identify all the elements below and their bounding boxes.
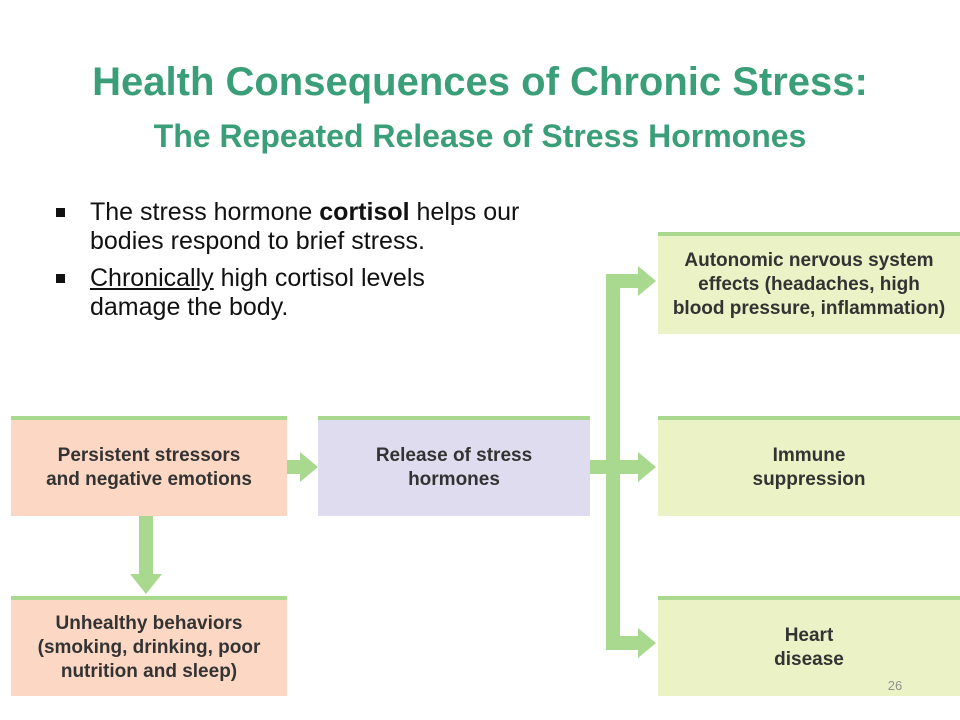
arrow-shaft [620, 460, 640, 474]
bullet-text: high cortisol levels damage the body. [90, 264, 425, 321]
box-text: blood pressure, inflammation) [672, 298, 946, 319]
box-text: Release of stress [375, 445, 533, 466]
page-number: 26 [887, 678, 903, 693]
box-text: Unhealthy behaviors [55, 613, 243, 634]
slide-subtitle: The Repeated Release of Stress Hormones [153, 118, 807, 154]
box-text: nutrition and sleep) [60, 661, 238, 682]
box-persistent-stressors [11, 416, 287, 516]
box-text: effects (headaches, high [698, 274, 920, 295]
box-unhealthy-behaviors [11, 596, 287, 696]
box-text: Immune [772, 445, 846, 466]
box-text: Heart [784, 625, 834, 646]
box-text: (smoking, drinking, poor [37, 637, 261, 658]
arrow-shaft [606, 636, 640, 650]
box-autonomic-effects [658, 232, 960, 334]
arrow-head [638, 452, 656, 482]
arrow-head [130, 574, 162, 594]
arrow-trunk [606, 274, 620, 650]
box-text: Autonomic nervous system [684, 250, 934, 271]
arrow-shaft [606, 274, 640, 288]
box-text: disease [774, 649, 844, 670]
box-text: Persistent stressors [57, 445, 241, 466]
arrow-head [638, 628, 656, 658]
arrow-head [300, 452, 318, 482]
box-text: hormones [408, 469, 500, 490]
box-immune-suppression [658, 416, 960, 516]
arrow-shaft [139, 516, 153, 574]
arrow-shaft [287, 460, 301, 474]
box-release-of-stress-hormones [318, 416, 590, 516]
bullet-text: The stress hormone [90, 198, 320, 226]
bullet-bold-term: cortisol [319, 198, 410, 226]
box-text: suppression [752, 469, 866, 490]
bullet-text: helps our bodies respond to brief stress. [90, 198, 520, 255]
bullet-underlined-term: Chronically [90, 264, 214, 292]
slide-title: Health Consequences of Chronic Stress: [92, 60, 868, 104]
arrow-head [638, 266, 656, 296]
box-text: and negative emotions [46, 469, 252, 490]
